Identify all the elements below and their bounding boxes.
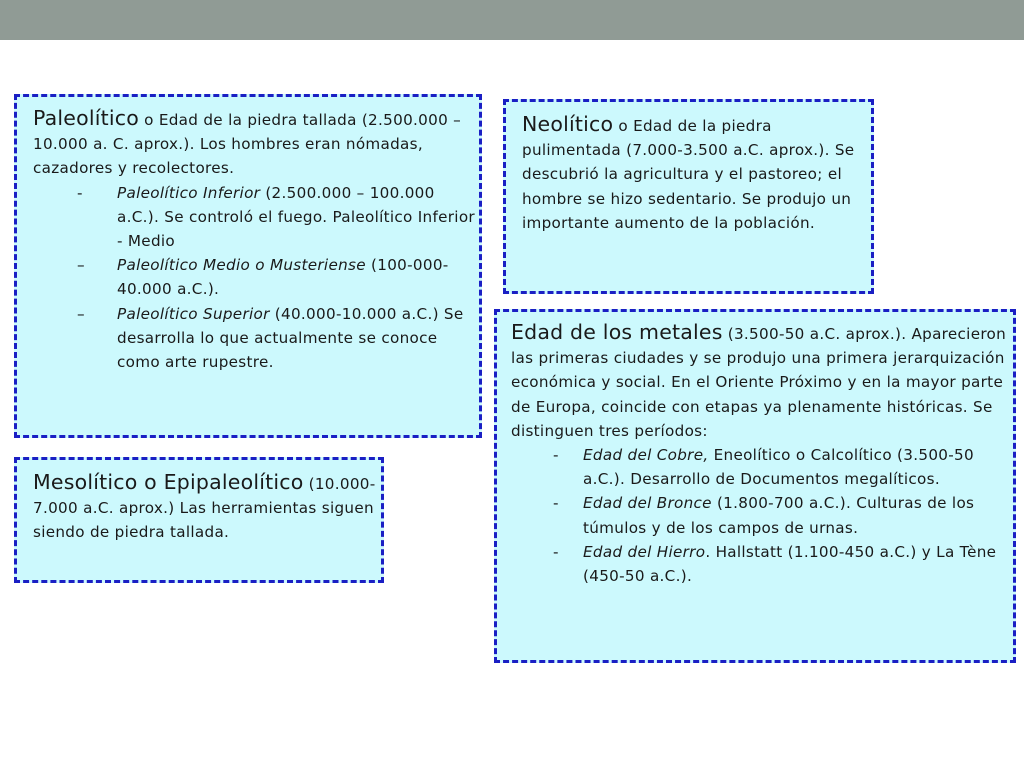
period-name: Paleolítico Superior <box>117 304 270 323</box>
metales-intro: Edad de los metales (3.500-50 a.C. aprox.). Aparecieron las primeras ciudades y se produjo una primera jerarquización económica y social. En el Oriente Próximo y en la mayor parte de Europa, coincide con etapas ya plenamente históricas. Se distinguen tres períodos: <box>511 320 1007 440</box>
neolitico-text: Neolítico o Edad de la piedra pulimentada (7.000-3.500 a.C. aprox.). Se descubrió la agricultura y el pastoreo; el hombre se hizo sedentario. Se produjo un importante aumento de la población. <box>522 112 855 232</box>
list-item: - Paleolítico Inferior (2.500.000 – 100.000 a.C.). Se controló el fuego. Paleolítico Inferior - Medio <box>33 181 479 254</box>
list-dash: - <box>553 494 559 513</box>
paleolitico-period-list <box>33 181 479 375</box>
list-item: - Edad del Hierro. Hallstatt (1.100-450 a.C.) y La Tène (450-50 a.C.). <box>511 540 1013 588</box>
paleolitico-heading: Paleolítico <box>33 106 139 130</box>
neolitico-box <box>503 99 874 294</box>
period-name: Edad del Cobre, <box>583 446 709 465</box>
period-name: Paleolítico Medio o Musteriense <box>117 256 366 275</box>
paleolitico-intro: Paleolítico o Edad de la piedra tallada (2.500.000 – 10.000 a. C. aprox.). Los hombres eran nómadas, cazadores y recolectores. <box>33 106 462 178</box>
list-item: – Paleolítico Medio o Musteriense (100-000-40.000 a.C.). <box>33 253 479 301</box>
metales-box <box>494 309 1016 663</box>
list-item: - Edad del Cobre, Eneolítico o Calcolítico (3.500-50 a.C.). Desarrollo de Documentos megalíticos. <box>511 443 1013 491</box>
metales-heading: Edad de los metales <box>511 320 723 344</box>
list-dash: – <box>77 256 85 275</box>
mesolitico-heading: Mesolítico o Epipaleolítico <box>33 470 304 494</box>
list-dash: - <box>77 183 83 202</box>
mesolitico-text: Mesolítico o Epipaleolítico (10.000-7.000 a.C. aprox.) Las herramientas siguen siendo de piedra tallada. <box>33 470 376 542</box>
top-bar <box>0 0 1024 40</box>
period-name: Paleolítico Inferior <box>117 183 261 202</box>
list-item: – Paleolítico Superior (40.000-10.000 a.C.) Se desarrolla lo que actualmente se conoce como arte rupestre. <box>33 302 479 375</box>
period-name: Edad del Bronce <box>583 494 712 513</box>
list-dash: - <box>553 446 559 465</box>
neolitico-heading: Neolítico <box>522 112 614 136</box>
list-dash: - <box>553 542 559 561</box>
mesolitico-box <box>14 457 384 583</box>
paleolitico-box <box>14 94 482 438</box>
list-dash: – <box>77 304 85 323</box>
period-name: Edad del Hierro <box>583 542 706 561</box>
metales-period-list <box>511 443 1013 588</box>
list-item: - Edad del Bronce (1.800-700 a.C.). Culturas de los túmulos y de los campos de urnas. <box>511 491 1013 539</box>
